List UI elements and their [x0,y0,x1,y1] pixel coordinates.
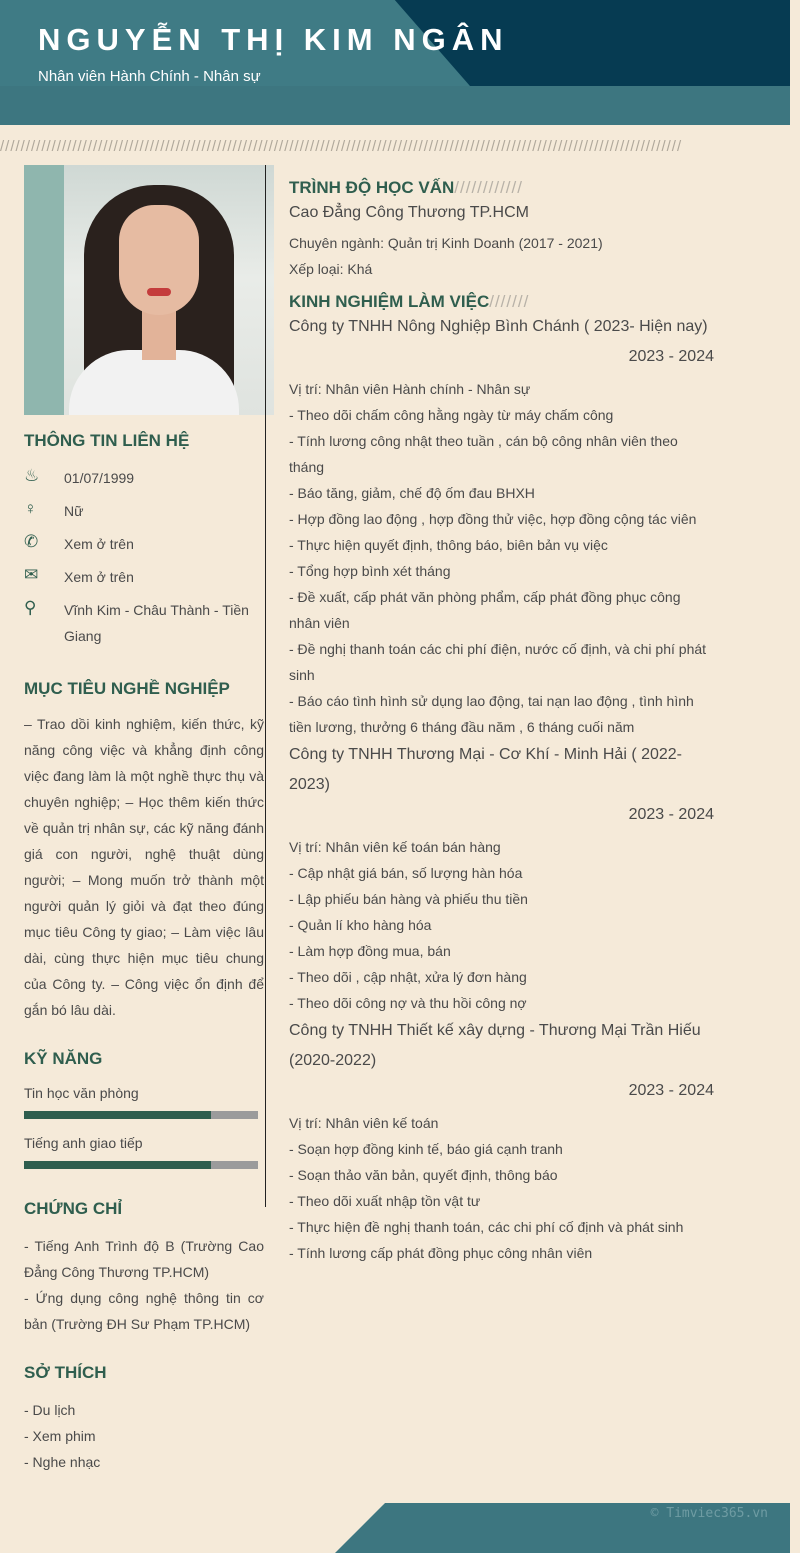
experience-detail-line: Vị trí: Nhân viên kế toán bán hàng [289,839,501,855]
contact-section-title: THÔNG TIN LIÊN HỆ [24,431,190,450]
left-column [24,165,264,1475]
experience-item [289,312,714,740]
experience-section-title: KINH NGHIỆM LÀM VIỆC/////// [289,292,530,311]
experience-detail-line: - Báo tăng, giảm, chế độ ốm đau BHXH [289,485,535,501]
experience-detail-line: - Theo dõi xuất nhập tồn vật tư [289,1193,481,1209]
experience-detail-line: - Đề xuất, cấp phát văn phòng phẩm, cấp phát đồng phục công nhân viên [289,589,681,631]
divider-slashes: //////////////////////////////////////////////////////////////////////////////////////////////////////////////////////////////////// [0,138,683,155]
candidate-name: NGUYỄN THỊ KIM NGÂN [38,22,509,57]
skill-item [24,1135,264,1169]
experience-company: Công ty TNHH Nông Nghiệp Bình Chánh ( 2023- Hiện nay) [289,318,708,335]
experience-detail-line: - Hợp đồng lao động , hợp đồng thử việc, hợp đồng cộng tác viên [289,511,697,527]
education-section-title: TRÌNH ĐỘ HỌC VẤN//////////// [289,178,523,197]
certificates-section-title: CHỨNG CHỈ [24,1199,123,1218]
experience-detail-line: - Theo dõi chấm công hằng ngày từ máy chấm công [289,407,614,423]
experience-period: 2023 - 2024 [628,1082,714,1099]
experience-detail-line: - Quản lí kho hàng hóa [289,917,432,933]
skill-bar [24,1161,258,1169]
contact-item-address: ⚲ Vĩnh Kim - Châu Thành - Tiền Giang [24,598,249,644]
job-title: Nhân viên Hành Chính - Nhân sự [38,68,261,85]
education-major: Chuyên ngành: Quản trị Kinh Doanh (2017 - 2021) [289,235,603,251]
birthday-cake-icon: ♨ [24,466,40,485]
contact-list [24,465,264,649]
skills-section-title: KỸ NĂNG [24,1049,103,1068]
hobby-item: - Xem phim [24,1428,96,1444]
contact-item-phone: ✆ Xem ở trên [24,532,134,552]
objective-section-title: MỤC TIÊU NGHỀ NGHIỆP [24,679,230,698]
hobby-item: - Nghe nhạc [24,1454,101,1470]
footer-watermark: © Timviec365.vn [650,1506,768,1521]
skill-name: Tiếng anh giao tiếp [24,1135,143,1151]
footer-banner [0,1503,790,1553]
skill-bar-fill [24,1111,211,1119]
experience-detail-line: - Tính lương cấp phát đồng phục công nhân viên [289,1245,593,1261]
education-grade: Xếp loại: Khá [289,261,373,277]
contact-item-gender: ♀ Nữ [24,499,84,519]
skill-bar [24,1111,258,1119]
experience-company: Công ty TNHH Thiết kế xây dựng - Thương Mại Trần Hiếu (2020-2022) [289,1022,701,1069]
female-icon: ♀ [24,499,37,518]
experience-detail-line: - Cập nhật giá bán, số lượng hàn hóa [289,865,523,881]
experience-list [289,312,714,1266]
objective-text: – Trao dồi kinh nghiệm, kiến thức, kỹ năng công việc và khẳng định công việc đang làm là một nghề thực thụ và chuyên nghiệp; – Học thêm kiến thức về quản trị nhân sự, các kỹ năng đánh giá con người, nghệ thuật dùng người; – Mong muốn trở thành một người quản lý giỏi và đạt theo đúng mục tiêu Công ty giao; – Làm việc lâu dài, cùng thực hiện mục tiêu chung của Công ty. – Công việc ổn định để gắn bó lâu dài. [24,716,264,1018]
experience-item [289,740,714,1016]
experience-detail-line: - Theo dõi , cập nhật, xửa lý đơn hàng [289,969,527,985]
skill-item [24,1085,264,1119]
experience-item [289,1016,714,1266]
experience-detail-line: - Đề nghị thanh toán các chi phí điện, nước cố định, và chi phí phát sinh [289,641,707,683]
experience-detail-line: Vị trí: Nhân viên Hành chính - Nhân sự [289,381,531,397]
contact-item-email: ✉ Xem ở trên [24,565,134,585]
experience-detail-line: - Theo dõi công nợ và thu hồi công nợ [289,995,527,1011]
experience-detail-line: - Tính lương công nhật theo tuần , cán bộ công nhân viên theo tháng [289,433,678,475]
right-column [289,178,714,1266]
experience-detail-line: - Thực hiện đề nghị thanh toán, các chi phí cố định và phát sinh [289,1219,684,1235]
experience-detail-line: - Báo cáo tình hình sử dụng lao động, tai nạn lao động , tình hình tiền lương, thưởng 6 tháng đầu năm , 6 tháng cuối năm [289,693,694,735]
contact-item-birthday: ♨ 01/07/1999 [24,466,135,486]
experience-detail-line: - Thực hiện quyết định, thông báo, biên bản vụ việc [289,537,608,553]
experience-detail-line: Vị trí: Nhân viên kế toán [289,1115,439,1131]
hobbies-section-title: SỞ THÍCH [24,1363,107,1382]
location-pin-icon: ⚲ [24,598,37,617]
experience-detail-line: - Tổng hợp bình xét tháng [289,563,451,579]
profile-photo [24,165,274,415]
envelope-icon: ✉ [24,565,39,584]
experience-detail-line: - Lập phiếu bán hàng và phiếu thu tiền [289,891,528,907]
skill-name: Tin học văn phòng [24,1085,139,1101]
skill-bar-fill [24,1161,211,1169]
phone-icon: ✆ [24,532,39,551]
experience-period: 2023 - 2024 [628,806,714,823]
education-school: Cao Đẳng Công Thương TP.HCM [289,204,529,221]
certificate-item: - Ứng dụng công nghệ thông tin cơ bản (Trường ĐH Sư Phạm TP.HCM) [24,1290,264,1332]
column-divider [265,165,266,1207]
hobby-item: - Du lịch [24,1402,76,1418]
experience-period: 2023 - 2024 [628,348,714,365]
certificate-item: - Tiếng Anh Trình độ B (Trường Cao Đẳng Công Thương TP.HCM) [24,1238,264,1280]
experience-detail-line: - Soạn thảo văn bản, quyết định, thông báo [289,1167,558,1183]
experience-detail-line: - Soạn hợp đồng kinh tế, báo giá cạnh tranh [289,1141,563,1157]
header-banner [0,0,790,125]
experience-detail-line: - Làm hợp đồng mua, bán [289,943,451,959]
experience-company: Công ty TNHH Thương Mại - Cơ Khí - Minh Hải ( 2022-2023) [289,746,683,793]
